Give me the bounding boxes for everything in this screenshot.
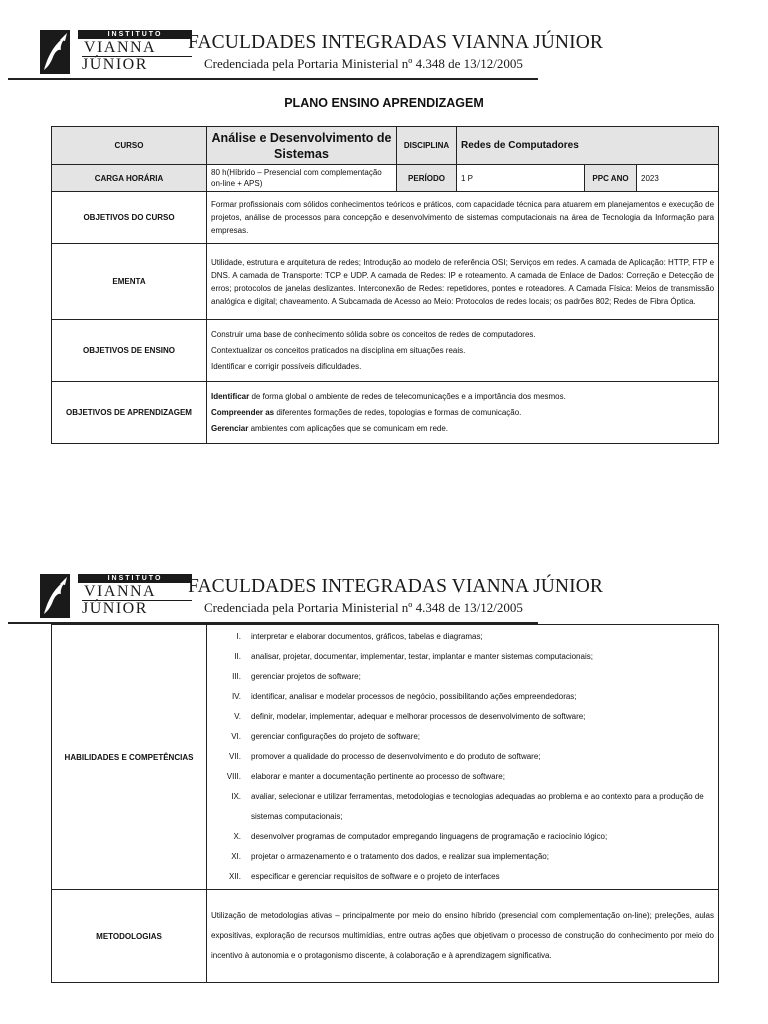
ementa-text: Utilidade, estrutura e arquitetura de redes; Introdução ao modelo de referência OSI; Serviços em redes. A camada de Aplicação: HTTP, FTP e DNS. A camada de Transporte: TCP e UDP. A camada de Redes: IP e roteamento. A camada de Enlace de Dados: Correção e Detecção de erros; protocolos de janelas deslizantes. Interconexão de Redes: repetidores, pontes e roteadores. A Camada Física: Meios de transmissão analógica e digital; chaveamento. A Subcamada de Acesso ao Meio: Protocolos de redes locais; os padrões 802; Redes de Fibra Óptica. — [207, 244, 719, 320]
carga-horaria-value: 80 h(Híbrido – Presencial com complementação on-line + APS) — [207, 165, 397, 192]
course-plan-table — [51, 126, 719, 444]
logo-vianna: VIANNA — [84, 39, 157, 56]
habilidade-text: definir, modelar, implementar, adequar e melhorar processos de desenvolvimento de software; — [251, 712, 586, 721]
page-header-2 — [40, 574, 603, 626]
habilidade-text: elaborar e manter a documentação pertinente ao processo de software; — [251, 772, 505, 781]
institution-subtitle: Credenciada pela Portaria Ministerial nº 4.348 de 13/12/2005 — [204, 600, 523, 615]
disciplina-value: Redes de Computadores — [457, 127, 719, 165]
dolphin-logo-icon — [40, 30, 70, 74]
ppc-ano-label: PPC ANO — [585, 165, 637, 192]
habilidade-number: X. — [233, 832, 241, 841]
objetivos-aprendizagem-list — [207, 382, 719, 444]
habilidade-number: XII. — [228, 872, 241, 881]
objetivos-curso-text: Formar profissionais com sólidos conhecimentos teóricos e práticos, com capacidade técnica para atuarem em planejamentos e execução de projetos, análise de processos para concepção e desenvolvimento de sistemas computacionais na área de Tecnologia da Informação para empresas. — [207, 192, 719, 244]
objetivo-ensino-item: Identificar e corrigir possíveis dificuldades. — [211, 362, 362, 371]
objetivos-curso-label: OBJETIVOS DO CURSO — [52, 192, 207, 244]
habilidade-text: interpretar e elaborar documentos, gráficos, tabelas e diagramas; — [251, 632, 483, 641]
habilidade-number: IV. — [231, 692, 241, 701]
habilidade-item — [211, 867, 714, 887]
habilidade-number: XI. — [231, 852, 241, 861]
objetivo-aprendizagem-item: Compreender as diferentes formações de redes, topologias e formas de comunicação. — [211, 408, 522, 417]
habilidade-text: gerenciar projetos de software; — [251, 672, 361, 681]
objetivos-aprendizagem-label: OBJETIVOS DE APRENDIZAGEM — [52, 382, 207, 444]
habilidade-text: gerenciar configurações do projeto de software; — [251, 732, 420, 741]
habilidade-item — [211, 687, 714, 707]
habilidade-text: desenvolver programas de computador empregando linguagens de programação e raciocínio lógico; — [251, 832, 608, 841]
metodologias-label: METODOLOGIAS — [52, 890, 207, 983]
habilidade-text: identificar, analisar e modelar processos de negócio, possibilitando ações empreendedoras; — [251, 692, 577, 701]
habilidade-item — [211, 707, 714, 727]
institution-title: FACULDADES INTEGRADAS VIANNA JÚNIOR — [188, 576, 603, 597]
header-rule — [8, 78, 538, 80]
carga-horaria-label: CARGA HORÁRIA — [52, 165, 207, 192]
dolphin-logo-icon — [40, 574, 70, 618]
habilidade-number: VIII. — [226, 772, 241, 781]
habilidade-text: avaliar, selecionar e utilizar ferramentas, metodologias e tecnologias adequadas ao problema e ao contexto para a produção de sistemas computacionais; — [251, 792, 704, 821]
skills-table — [51, 624, 719, 983]
habilidade-number: II. — [234, 652, 241, 661]
ementa-label: EMENTA — [52, 244, 207, 320]
habilidades-list — [207, 625, 719, 890]
objetivo-aprendizagem-item: Gerenciar ambientes com aplicações que se comunicam em rede. — [211, 424, 449, 433]
habilidade-text: promover a qualidade do processo de desenvolvimento e do produto de software; — [251, 752, 541, 761]
habilidade-number: VI. — [231, 732, 241, 741]
habilidade-item — [211, 827, 714, 847]
habilidade-item — [211, 647, 714, 667]
ppc-ano-value: 2023 — [637, 165, 719, 192]
habilidade-number: III. — [232, 672, 241, 681]
habilidade-item — [211, 787, 714, 827]
habilidades-label: HABILIDADES E COMPETÊNCIAS — [52, 625, 207, 890]
habilidade-item — [211, 627, 714, 647]
objetivo-aprendizagem-item: Identificar de forma global o ambiente de redes de telecomunicações e a importância dos mesmos. — [211, 392, 566, 401]
habilidade-text: especificar e gerenciar requisitos de software e o projeto de interfaces — [251, 872, 500, 881]
habilidade-item — [211, 847, 714, 867]
disciplina-label: DISCIPLINA — [397, 127, 457, 165]
objetivo-ensino-item: Contextualizar os conceitos praticados na disciplina em situações reais. — [211, 346, 466, 355]
institution-title: FACULDADES INTEGRADAS VIANNA JÚNIOR — [188, 32, 603, 53]
logo-instituto: INSTITUTO — [78, 574, 192, 583]
habilidade-text: analisar, projetar, documentar, implementar, testar, implantar e manter sistemas computacionais; — [251, 652, 593, 661]
logo-junior: JÚNIOR — [82, 600, 148, 617]
metodologias-text: Utilização de metodologias ativas – principalmente por meio do ensino híbrido (presencial com complementação on-line); preleções, aulas expositivas, exploração de recursos multimídias, entre outras ações que objetivam o processo de construção do conhecimento por meio do incentivo à autonomia e o protagonismo discente, à colaboração e à aprendizagem significativa. — [207, 890, 719, 983]
habilidade-text: projetar o armazenamento e o tratamento dos dados, e realizar sua implementação; — [251, 852, 549, 861]
page-header-1 — [40, 30, 603, 82]
curso-label: CURSO — [52, 127, 207, 165]
curso-value: Análise e Desenvolvimento de Sistemas — [207, 127, 397, 165]
periodo-label: PERÍODO — [397, 165, 457, 192]
logo-vianna: VIANNA — [84, 583, 157, 600]
objetivos-ensino-list — [207, 320, 719, 382]
habilidade-number: V. — [234, 712, 241, 721]
objetivos-ensino-label: OBJETIVOS DE ENSINO — [52, 320, 207, 382]
habilidade-item — [211, 727, 714, 747]
periodo-value: 1 P — [457, 165, 585, 192]
habilidade-number: I. — [236, 632, 241, 641]
habilidade-item — [211, 747, 714, 767]
institution-subtitle: Credenciada pela Portaria Ministerial nº 4.348 de 13/12/2005 — [204, 56, 523, 71]
habilidade-item — [211, 767, 714, 787]
habilidade-number: IX. — [231, 792, 241, 801]
objetivo-ensino-item: Construir uma base de conhecimento sólida sobre os conceitos de redes de computadores. — [211, 330, 536, 339]
logo-instituto: INSTITUTO — [78, 30, 192, 39]
habilidade-number: VII. — [228, 752, 241, 761]
logo-junior: JÚNIOR — [82, 56, 148, 73]
page-title: PLANO ENSINO APRENDIZAGEM — [284, 96, 484, 110]
habilidade-item — [211, 667, 714, 687]
